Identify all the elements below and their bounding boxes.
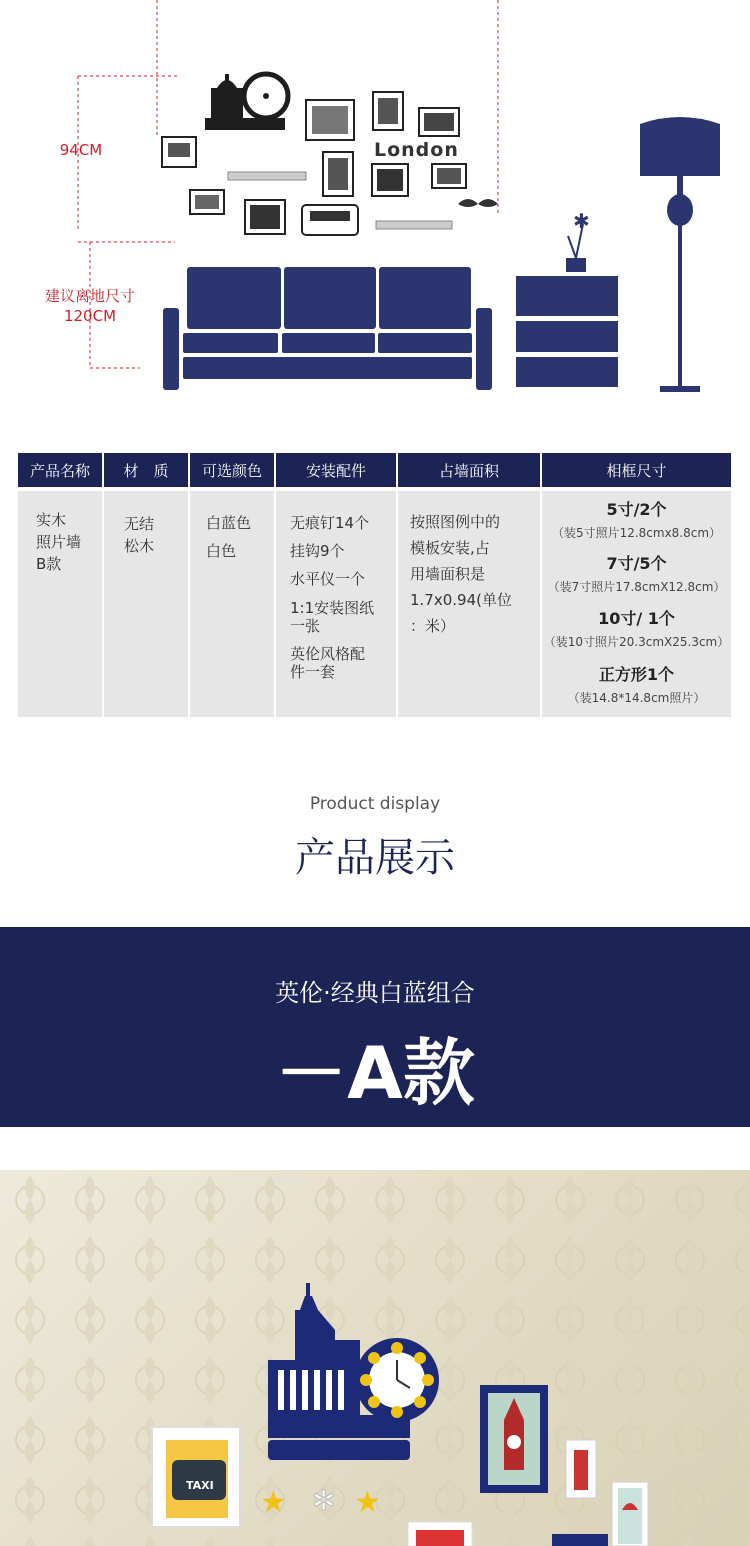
wall-area-line: 按照图例中的 [410,513,501,531]
section-title-zh: 产品展示 [295,835,455,881]
header-wall-area: 占墙面积 [398,453,540,487]
accessory-line: 件一套 [290,663,336,681]
wall-area-line: 用墙面积是 [410,565,486,583]
cell-colors [190,491,274,717]
banner-subtitle: 英伦·经典白蓝组合 [275,979,475,1007]
header-frame-sizes: 相框尺寸 [542,453,731,487]
product-photo [0,1170,750,1546]
frame-size-note: （装14.8*14.8cm照片） [567,691,706,705]
frame-size-item [542,497,731,551]
svg-text:✲: ✲ [312,1484,336,1517]
accessory-line: 一张 [290,617,321,635]
frame-size-title: 正方形1个 [598,665,675,684]
mini-frames [162,92,466,235]
london-text: London [374,139,459,161]
frame-size-item [542,551,731,606]
accessory-line: 英伦风格配 [290,645,366,663]
taxi-label: TAXI [186,1479,214,1492]
cell-wall-area [398,491,540,717]
flower-icon: ✱ [573,209,590,233]
wall-area-line: ：米） [410,617,456,635]
svg-text:★: ★ [354,1485,381,1520]
product-name-line: B款 [36,555,62,573]
frame-size-item [542,606,731,662]
floor-lamp-icon [640,117,720,392]
frame-size-title: 7寸/5个 [606,554,667,573]
accessory-line: 无痕钉14个 [290,514,370,532]
sofa-icon [163,267,492,390]
banner-title: －A款 [275,1031,475,1115]
photo-illustration [0,1170,750,1546]
cell-material [104,491,188,717]
style-banner [0,927,750,1127]
product-name-line: 实木 [36,511,67,529]
frame-size-item [542,662,731,706]
header-product-name: 产品名称 [18,453,102,487]
svg-text:★: ★ [260,1485,287,1520]
wall-area-line: 模板安装,占 [410,539,490,557]
header-accessories: 安装配件 [276,453,396,487]
floor-distance-value: 120CM [63,307,117,325]
color-option: 白色 [206,542,237,560]
cabinet-icon [516,258,618,387]
frame-size-title: 10寸/ 1个 [598,609,675,628]
floor-distance-label: 建议离地尺寸 [44,287,135,305]
product-name-line: 照片墙 [36,533,82,551]
layout-diagram [0,0,750,420]
header-colors: 可选颜色 [190,453,274,487]
section-title-en: Product display [309,794,441,814]
cell-frame-sizes [542,491,731,717]
frame-size-note: （装5寸照片12.8cmx8.8cm） [551,526,722,540]
accessory-line: 水平仪一个 [290,570,366,588]
wall-area-line: 1.7x0.94(单位 [410,591,512,609]
frame-size-note: （装7寸照片17.8cmX12.8cm） [547,580,726,594]
cell-accessories [276,491,396,717]
height-label: 94CM [59,141,103,159]
star-hooks [260,1484,381,1520]
accessory-line: 1:1安装图纸 [290,599,375,617]
frame-size-note: （装10寸照片20.3cmX25.3cm） [543,635,730,649]
cell-product-name [18,491,102,717]
material-line: 无结 [124,515,155,533]
color-option: 白蓝色 [206,514,252,532]
frame-size-title: 5寸/2个 [606,500,667,519]
mustache-icon [458,199,498,207]
accessory-line: 挂钩9个 [290,542,345,560]
material-line: 松木 [124,537,155,555]
bottom-frame-blue [552,1534,608,1546]
header-material: 材 质 [104,453,188,487]
diagram-illustration [0,0,750,420]
